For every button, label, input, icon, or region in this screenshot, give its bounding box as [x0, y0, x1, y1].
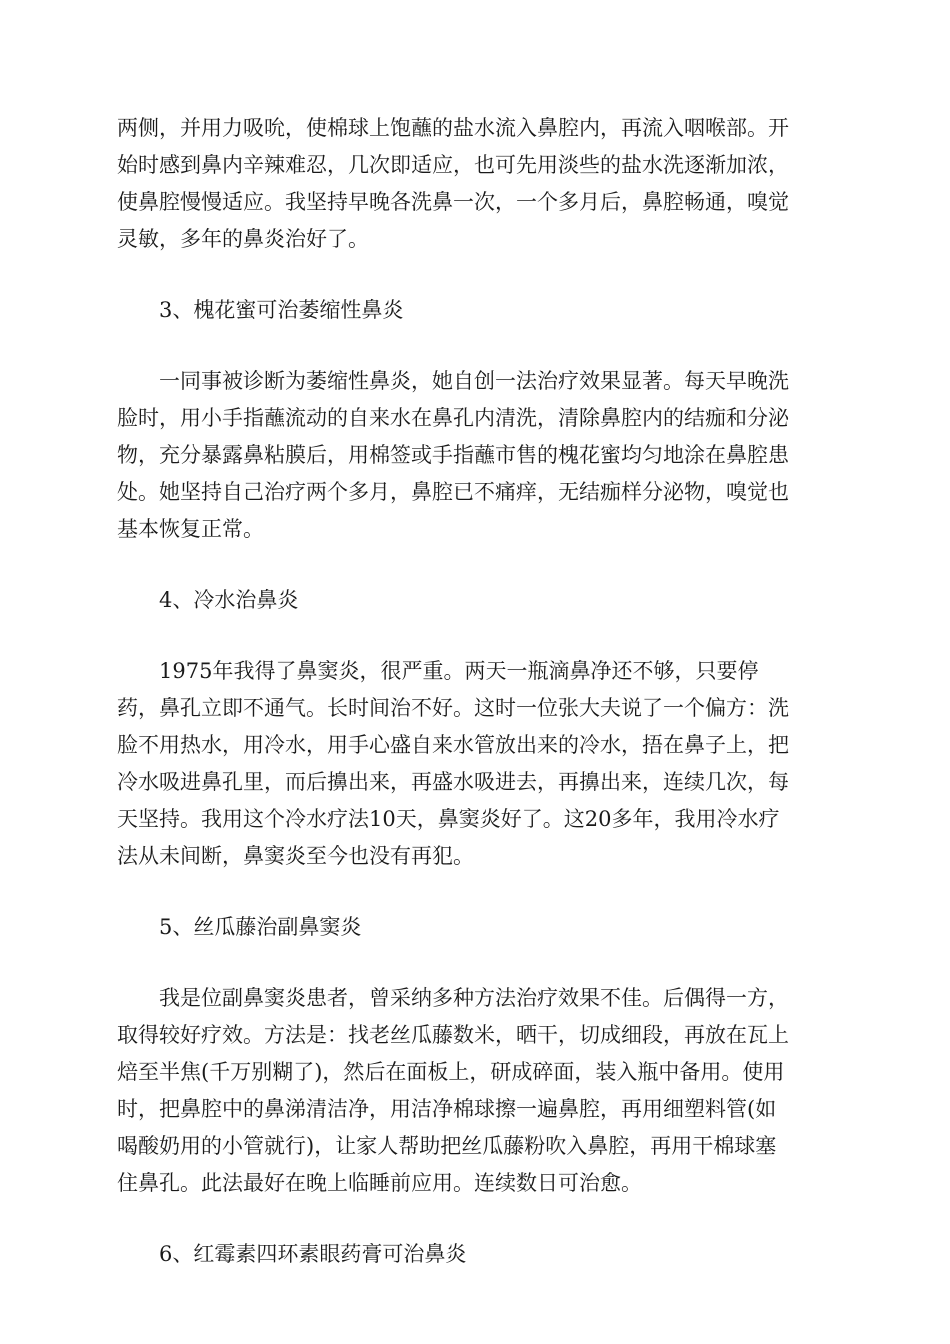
- heading-text: 6、红霉素四环素眼药膏可治鼻炎: [159, 1242, 467, 1266]
- text-line: 冷水吸进鼻孔里，而后擤出来，再盛水吸进去，再擤出来，连续几次，每: [117, 770, 789, 794]
- text-line: 基本恢复正常。: [117, 517, 264, 541]
- text-line: 始时感到鼻内辛辣难忍，几次即适应，也可先用淡些的盐水洗逐渐加浓，: [117, 153, 789, 177]
- text-line: 使鼻腔慢慢适应。我坚持早晚各洗鼻一次，一个多月后，鼻腔畅通，嗅觉: [117, 190, 789, 214]
- text-line: 物，充分暴露鼻粘膜后，用棉签或手指蘸市售的槐花蜜均匀地涂在鼻腔患: [117, 443, 789, 467]
- heading-text: 4、冷水治鼻炎: [159, 588, 299, 612]
- paragraph-loofah-vine: [117, 980, 835, 1202]
- section-heading-5: [117, 909, 835, 946]
- text-line: 1975年我得了鼻窦炎，很严重。两天一瓶滴鼻净还不够，只要停: [159, 659, 759, 683]
- paragraph-cold-water: [117, 653, 835, 875]
- text-line: 焙至半焦(千万别糊了)，然后在面板上，研成碎面，装入瓶中备用。使用: [117, 1060, 785, 1084]
- text-line: 天坚持。我用这个冷水疗法10天，鼻窦炎好了。这20多年，我用冷水疗: [117, 807, 780, 831]
- heading-text: 5、丝瓜藤治副鼻窦炎: [159, 915, 362, 939]
- heading-text: 3、槐花蜜可治萎缩性鼻炎: [159, 298, 404, 322]
- text-line: 两侧，并用力吸吮，使棉球上饱蘸的盐水流入鼻腔内，再流入咽喉部。开: [117, 116, 789, 140]
- text-line: 法从未间断，鼻窦炎至今也没有再犯。: [117, 844, 474, 868]
- document-body: [117, 110, 835, 1307]
- text-line: 灵敏，多年的鼻炎治好了。: [117, 227, 369, 251]
- text-line: 住鼻孔。此法最好在晚上临睡前应用。连续数日可治愈。: [117, 1171, 642, 1195]
- section-heading-6: [117, 1236, 835, 1273]
- section-heading-3: [117, 292, 835, 329]
- text-line: 我是位副鼻窦炎患者，曾采纳多种方法治疗效果不佳。后偶得一方，: [159, 986, 789, 1010]
- text-line: 脸时，用小手指蘸流动的自来水在鼻孔内清洗，清除鼻腔内的结痂和分泌: [117, 406, 789, 430]
- text-line: 脸不用热水，用冷水，用手心盛自来水管放出来的冷水，捂在鼻子上，把: [117, 733, 789, 757]
- paragraph-saltwater-continued: [117, 110, 835, 258]
- text-line: 取得较好疗效。方法是：找老丝瓜藤数米，晒干，切成细段，再放在瓦上: [117, 1023, 789, 1047]
- text-line: 喝酸奶用的小管就行)，让家人帮助把丝瓜藤粉吹入鼻腔，再用干棉球塞: [117, 1134, 777, 1158]
- section-heading-4: [117, 582, 835, 619]
- text-line: 一同事被诊断为萎缩性鼻炎，她自创一法治疗效果显著。每天早晚洗: [159, 369, 789, 393]
- text-line: 处。她坚持自己治疗两个多月，鼻腔已不痛痒，无结痂样分泌物，嗅觉也: [117, 480, 789, 504]
- text-line: 药，鼻孔立即不通气。长时间治不好。这时一位张大夫说了一个偏方：洗: [117, 696, 789, 720]
- text-line: 时，把鼻腔中的鼻涕清洁净，用洁净棉球擦一遍鼻腔，再用细塑料管(如: [117, 1097, 777, 1121]
- paragraph-honey: [117, 363, 835, 548]
